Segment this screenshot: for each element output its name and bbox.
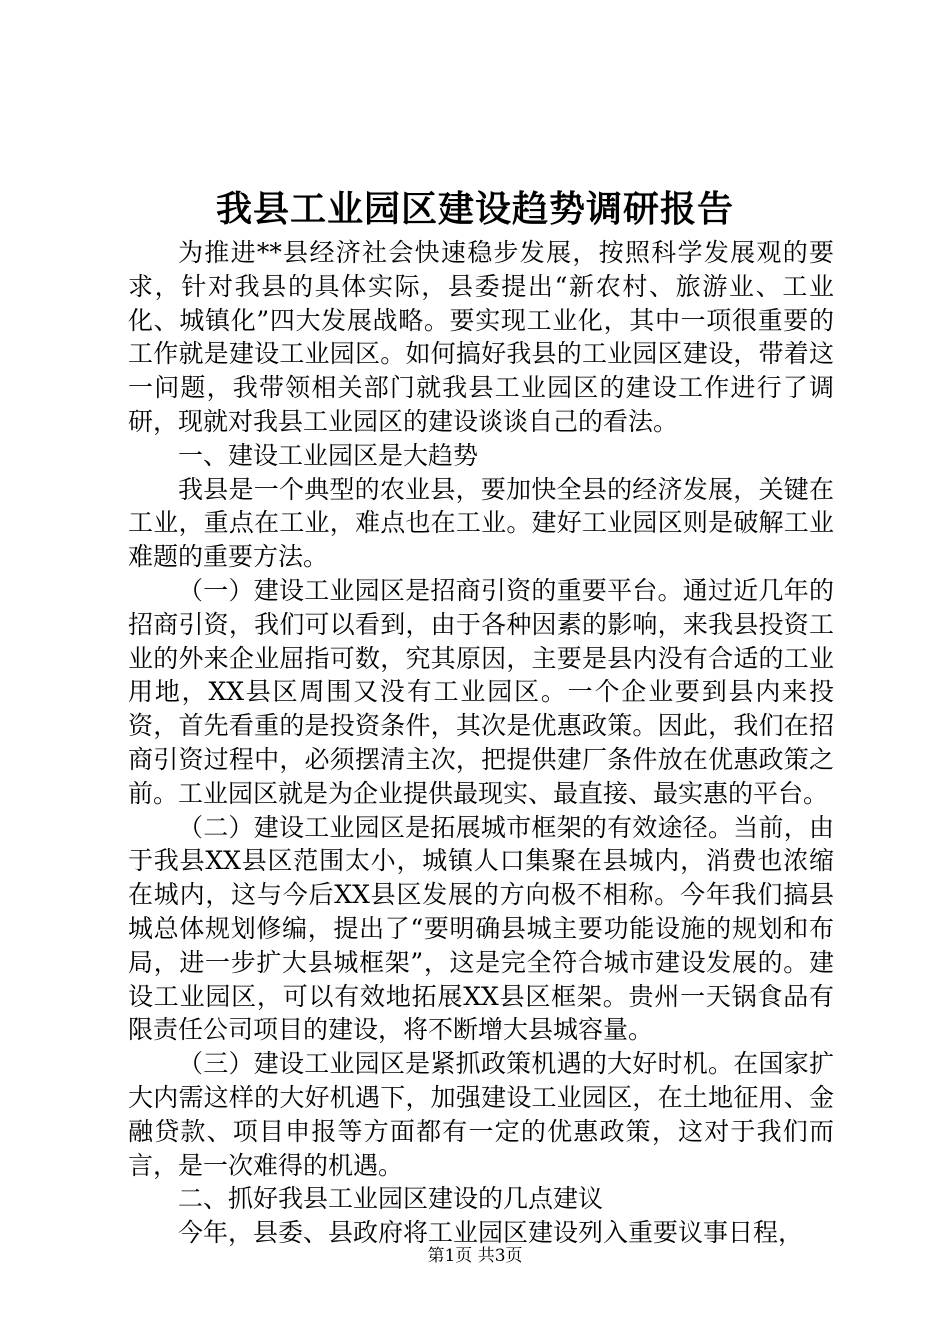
paragraph-section-2-intro: 今年，县委、县政府将工业园区建设列入重要议事日程， — [178, 1218, 804, 1248]
paragraph-point-3: （三）建设工业园区是紧抓政策机遇的大好时机。在国家扩大内需这样的大好机遇下，加强建设工业园区，在土地征用、金融贷款、项目申报等方面都有一定的优惠政策，这对于我们而言，是一次难得的机遇。 — [128, 1049, 834, 1180]
paragraph-section-1-intro: 我县是一个典型的农业县，要加快全县的经济发展，关键在工业，重点在工业，难点也在工业。建好工业园区则是破解工业难题的重要方法。 — [128, 474, 834, 572]
paragraph-intro: 为推进**县经济社会快速稳步发展，按照科学发展观的要求，针对我县的具体实际，县委提出“新农村、旅游业、工业化、城镇化”四大发展战略。要实现工业化，其中一项很重要的工作就是建设工业园区。如何搞好我县的工业园区建设，带着这一问题，我带领相关部门就我县工业园区的建设工作进行了调研，现就对我县工业园区的建设谈谈自己的看法。 — [128, 238, 834, 436]
document-title: 我县工业园区建设趋势调研报告 — [215, 188, 734, 230]
page-number-footer: 第1页 共3页 — [427, 1246, 523, 1266]
paragraph-point-2: （二）建设工业园区是拓展城市框架的有效途径。当前，由于我县XX县区范围太小，城镇人口集聚在县城内，消费也浓缩在城内，这与今后XX县区发展的方向极不相称。今年我们搞县城总体规划修编，提出了“要明确县城主要功能设施的规划和布局，进一步扩大县城框架”，这是完全符合城市建设发展的。建设工业园区，可以有效地拓展XX县区框架。贵州一天锅食品有限责任公司项目的建设，将不断增大县城容量。 — [128, 812, 834, 1045]
paragraph-point-1: （一）建设工业园区是招商引资的重要平台。通过近几年的招商引资，我们可以看到，由于各种因素的影响，来我县投资工业的外来企业屈指可数，究其原因，主要是县内没有合适的工业用地，XX县区周围又没有工业园区。一个企业要到县内来投资，首先看重的是投资条件，其次是优惠政策。因此，我们在招商引资过程中，必须摆清主次，把提供建厂条件放在优惠政策之前。工业园区就是为企业提供最现实、最直接、最实惠的平台。 — [128, 575, 834, 808]
document-body — [128, 236, 834, 1250]
section-heading-2: 二、抓好我县工业园区建设的几点建议 — [178, 1184, 604, 1214]
section-heading-1: 一、建设工业园区是大趋势 — [178, 440, 479, 470]
